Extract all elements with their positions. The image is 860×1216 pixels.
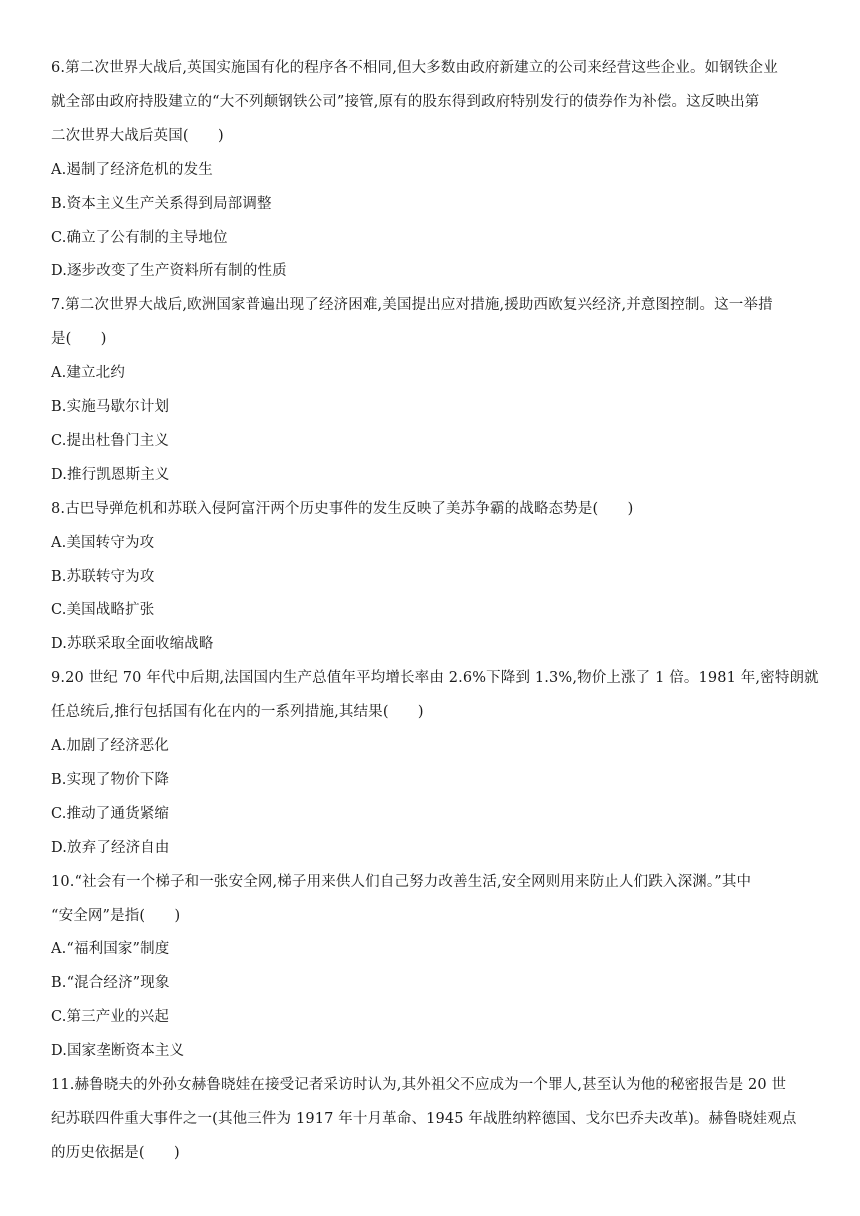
question-stem-line: 9.20 世纪 70 年代中后期,法国国内生产总值年平均增长率由 2.6%下降到 1.3%,物价上涨了 1 倍。1981 年,密特朗就 xyxy=(51,670,819,686)
answer-option: C.确立了公有制的主导地位 xyxy=(51,230,228,246)
answer-option: B.苏联转守为攻 xyxy=(51,569,155,585)
answer-option: C.推动了通货紧缩 xyxy=(51,806,170,822)
question-stem-line: 是( ) xyxy=(51,331,107,347)
answer-option: B.资本主义生产关系得到局部调整 xyxy=(51,196,272,212)
answer-option: A.遏制了经济危机的发生 xyxy=(51,162,213,178)
question-stem-line: 任总统后,推行包括国有化在内的一系列措施,其结果( ) xyxy=(51,704,424,720)
answer-option: A.“福利国家”制度 xyxy=(51,941,170,957)
answer-option: A.加剧了经济恶化 xyxy=(51,738,169,754)
answer-option: B.实现了物价下降 xyxy=(51,772,170,788)
answer-option: D.放弃了经济自由 xyxy=(51,840,170,856)
answer-option: C.提出杜鲁门主义 xyxy=(51,433,170,449)
question-stem-line: 8.古巴导弹危机和苏联入侵阿富汗两个历史事件的发生反映了美苏争霸的战略态势是( ) xyxy=(51,501,634,517)
question-stem-line: 7.第二次世界大战后,欧洲国家普遍出现了经济困难,美国提出应对措施,援助西欧复兴经济,并意图控制。这一举措 xyxy=(51,297,773,313)
question-stem-line: 10.“社会有一个梯子和一张安全网,梯子用来供人们自己努力改善生活,安全网则用来防止人们跌入深渊。”其中 xyxy=(51,874,752,890)
answer-option: C.第三产业的兴起 xyxy=(51,1009,170,1025)
answer-option: D.推行凯恩斯主义 xyxy=(51,467,170,483)
question-stem-line: 就全部由政府持股建立的“大不列颠钢铁公司”接管,原有的股东得到政府特别发行的债券作为补偿。这反映出第 xyxy=(51,94,760,110)
answer-option: C.美国战略扩张 xyxy=(51,602,155,618)
question-stem-line: 11.赫鲁晓夫的外孙女赫鲁晓娃在接受记者采访时认为,其外祖父不应成为一个罪人,甚至认为他的秘密报告是 20 世 xyxy=(51,1077,787,1093)
answer-option: B.“混合经济”现象 xyxy=(51,975,170,991)
question-stem-line: 二次世界大战后英国( ) xyxy=(51,128,224,144)
answer-option: B.实施马歇尔计划 xyxy=(51,399,170,415)
answer-option: A.美国转守为攻 xyxy=(51,535,155,551)
answer-option: D.苏联采取全面收缩战略 xyxy=(51,636,214,652)
answer-option: A.建立北约 xyxy=(51,365,125,381)
answer-option: D.逐步改变了生产资料所有制的性质 xyxy=(51,263,287,279)
answer-option: D.国家垄断资本主义 xyxy=(51,1043,185,1059)
question-stem-line: 6.第二次世界大战后,英国实施国有化的程序各不相同,但大多数由政府新建立的公司来经营这些企业。如钢铁企业 xyxy=(51,60,778,76)
question-stem-line: 纪苏联四件重大事件之一(其他三件为 1917 年十月革命、1945 年战胜纳粹德国、戈尔巴乔夫改革)。赫鲁晓娃观点 xyxy=(51,1111,797,1127)
question-stem-line: 的历史依据是( ) xyxy=(51,1145,180,1161)
question-stem-line: “安全网”是指( ) xyxy=(51,908,181,924)
